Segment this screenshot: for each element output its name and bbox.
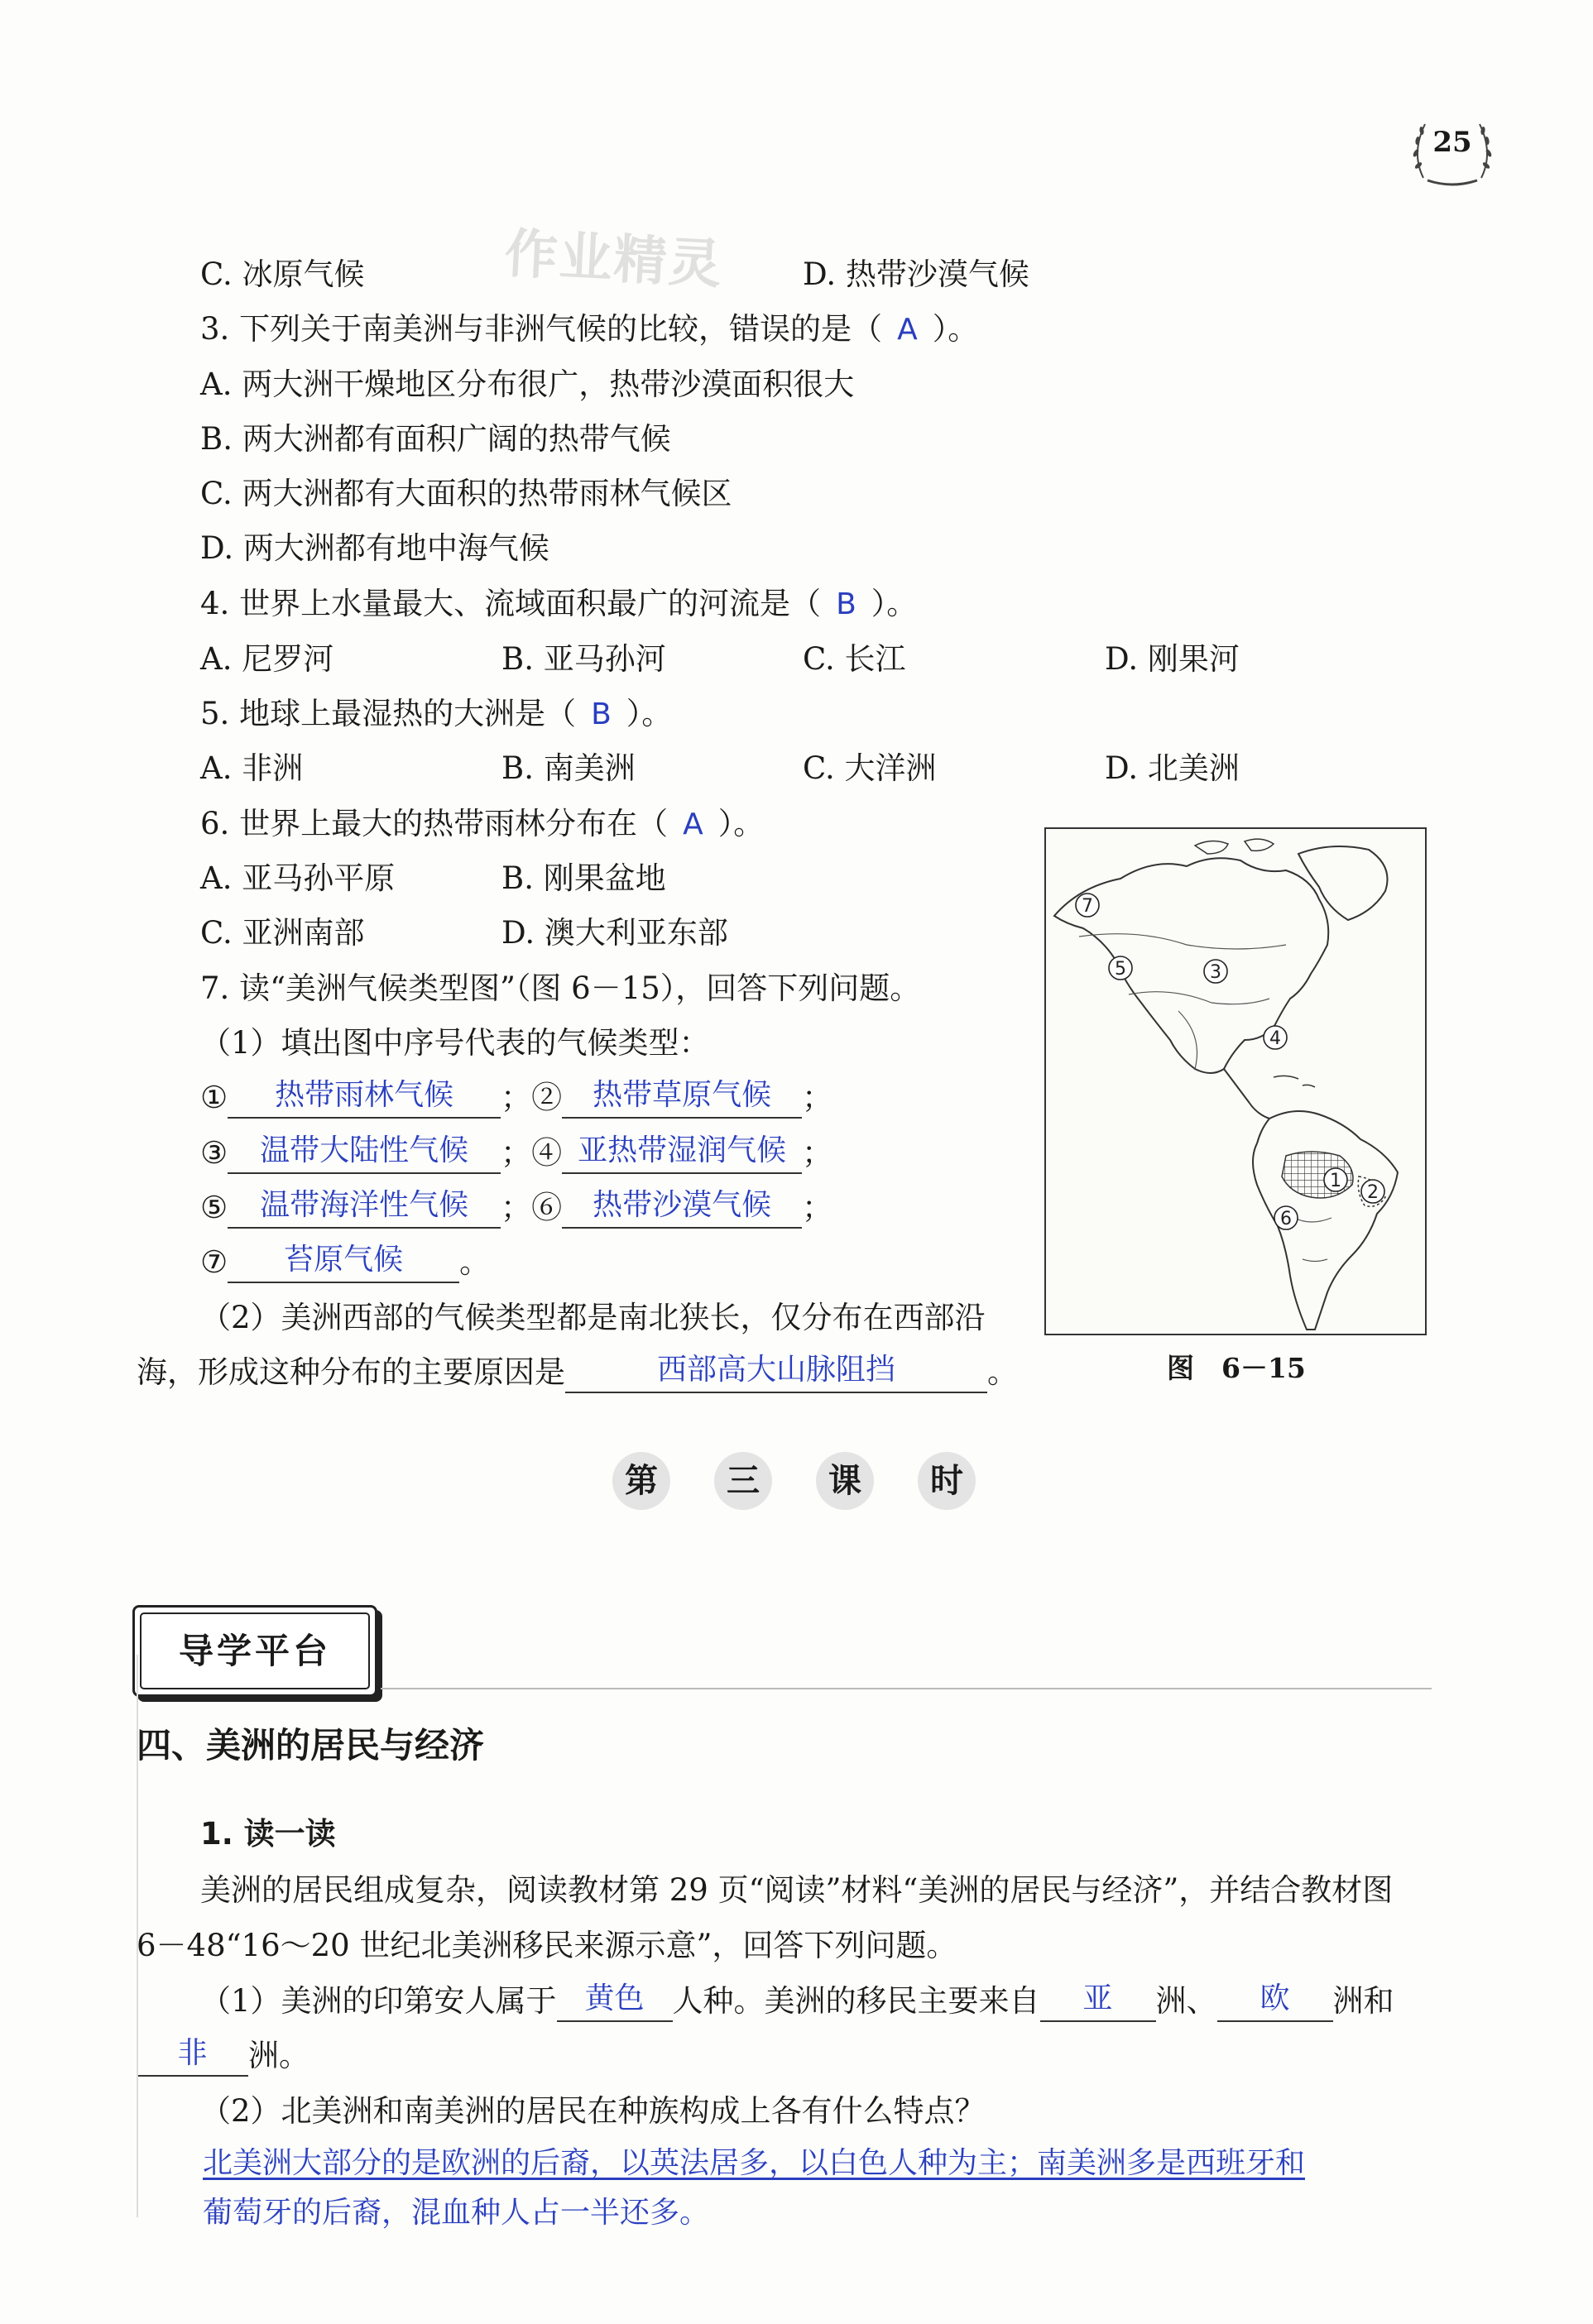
q7-row-2: ③ 温带大陆性气候 ；④ 亚热带湿润气候 ； <box>200 1133 832 1174</box>
q4-stem: 4. 世界上水量最大、流域面积最广的河流是（ B ）。 <box>200 586 918 621</box>
read-paragraph-line1: 美洲的居民组成复杂，阅读教材第 29 页“阅读”材料“美洲的居民与经济”，并结合教材图 <box>200 1872 1394 1908</box>
q7-answer-3: 温带大陆性气候 <box>260 1133 469 1167</box>
q6-option-c: C. 亚洲南部 <box>200 915 365 951</box>
map-label-5: 5 <box>1115 959 1126 980</box>
q3-option-a: A. 两大洲干燥地区分布很广，热带沙漠面积很大 <box>200 367 855 402</box>
q4-option-a: A. 尼罗河 <box>200 641 334 677</box>
q6-option-b: B. 刚果盆地 <box>501 860 666 896</box>
read-q1-answer-4: 非 <box>177 2036 208 2070</box>
q7-answer-6: 热带沙漠气候 <box>593 1188 772 1222</box>
q7-row-1: ① 热带雨林气候 ；② 热带草原气候 ； <box>200 1077 832 1119</box>
read-q2: （2）北美洲和南美洲的居民在种族构成上各有什么特点？ <box>200 2093 986 2129</box>
q2-option-d: D. 热带沙漠气候 <box>803 256 1029 292</box>
q7-sub2-answer: 西部高大山脉阻挡 <box>656 1353 895 1387</box>
map-label-7: 7 <box>1082 896 1093 917</box>
q3-option-c: C. 两大洲都有大面积的热带雨林气候区 <box>200 476 732 511</box>
lesson-title-char-3: 课 <box>816 1452 874 1510</box>
q7-answer-5: 温带海洋性气候 <box>260 1188 469 1222</box>
q7-row-4: ⑦ 苔原气候 。 <box>200 1242 490 1283</box>
q6-option-a: A. 亚马孙平原 <box>200 860 396 896</box>
page-left-rule <box>137 1655 138 2217</box>
q7-sub2-line2: 海，形成这种分布的主要原因是 西部高大山脉阻挡 。 <box>137 1352 1018 1393</box>
figure-caption: 图 6－15 <box>1167 1352 1306 1384</box>
q3-option-d: D. 两大洲都有地中海气候 <box>200 530 549 566</box>
q7-stem: 7. 读“美洲气候类型图”（图 6－15），回答下列问题。 <box>200 970 921 1006</box>
q7-answer-7: 苔原气候 <box>284 1243 404 1277</box>
q7-sub1: （1）填出图中序号代表的气候类型： <box>200 1025 710 1061</box>
read-q1-line2: 非 洲。 <box>137 2035 309 2077</box>
map-label-3: 3 <box>1210 962 1221 983</box>
read-q1-answer-3: 欧 <box>1260 1981 1290 2015</box>
americas-climate-map <box>1044 827 1427 1335</box>
central-america-outline <box>1224 1069 1269 1119</box>
section-title: 四、美洲的居民与经济 <box>137 1725 485 1766</box>
guide-banner <box>132 1605 377 1697</box>
greenland-outline <box>1298 846 1388 920</box>
q5-option-b: B. 南美洲 <box>501 750 636 786</box>
q5-option-a: A. 非洲 <box>200 750 304 786</box>
lesson-title-char-2: 三 <box>714 1452 772 1510</box>
read-q1-line1: （1）美洲的印第安人属于 黄色 人种。美洲的移民主要来自 亚 洲、 欧 洲和 <box>200 1981 1394 2022</box>
lesson-title-char-4: 时 <box>918 1452 976 1510</box>
q4-answer: B <box>836 587 856 621</box>
q7-answer-1: 热带雨林气候 <box>275 1078 454 1112</box>
lesson-title-char-1: 第 <box>612 1452 670 1510</box>
map-label-2: 2 <box>1367 1182 1379 1203</box>
q4-option-c: C. 长江 <box>803 641 906 677</box>
q7-row-3: ⑤ 温带海洋性气候 ；⑥ 热带沙漠气候 ； <box>200 1187 832 1229</box>
read-q1-answer-2: 亚 <box>1082 1981 1113 2015</box>
map-label-4: 4 <box>1269 1028 1281 1049</box>
q5-option-c: C. 大洋洲 <box>803 750 937 786</box>
q5-option-d: D. 北美洲 <box>1105 750 1240 786</box>
map-label-1: 1 <box>1330 1171 1341 1191</box>
map-label-6: 6 <box>1280 1209 1292 1229</box>
read-paragraph-line2: 6－48“16～20 世纪北美洲移民来源示意”，回答下列问题。 <box>137 1928 957 1963</box>
page-number-laurel <box>1407 108 1498 190</box>
read-q2-answer-line2: 葡萄牙的后裔，混血种人占一半还多。 <box>203 2196 710 2230</box>
section-divider <box>381 1688 1432 1689</box>
read-q2-answer-line1: 北美洲大部分的是欧洲的后裔，以英法居多，以白色人种为主；南美洲多是西班牙和 <box>203 2146 1306 2180</box>
q3-answer: A <box>897 313 918 347</box>
q7-sub2-line1: （2）美洲西部的气候类型都是南北狭长，仅分布在西部沿 <box>200 1300 986 1335</box>
q4-option-d: D. 刚果河 <box>1105 641 1240 677</box>
q2-option-c: C. 冰原气候 <box>200 256 365 292</box>
q6-stem: 6. 世界上最大的热带雨林分布在（ A ）。 <box>200 806 765 841</box>
q5-answer: B <box>591 697 612 731</box>
guide-banner-text: 导学平台 <box>178 1631 331 1671</box>
q6-answer: A <box>683 807 703 841</box>
q3-stem: 3. 下列关于南美洲与非洲气候的比较，错误的是（ A ）。 <box>200 311 979 347</box>
q7-answer-4: 亚热带湿润气候 <box>578 1133 787 1167</box>
lesson-title <box>612 1452 976 1510</box>
q3-option-b: B. 两大洲都有面积广阔的热带气候 <box>200 421 671 457</box>
watermark: 作业精灵 <box>502 223 725 296</box>
read-q1-answer-1: 黄色 <box>584 1981 645 2015</box>
q6-option-d: D. 澳大利亚东部 <box>501 915 728 951</box>
q7-answer-2: 热带草原气候 <box>593 1078 772 1112</box>
north-america-outline <box>1054 858 1328 1073</box>
q5-stem: 5. 地球上最湿热的大洲是（ B ）。 <box>200 696 673 731</box>
read-heading: 1. 读一读 <box>200 1816 336 1852</box>
q4-option-b: B. 亚马孙河 <box>501 641 666 677</box>
page-number: 25 <box>1432 126 1472 159</box>
